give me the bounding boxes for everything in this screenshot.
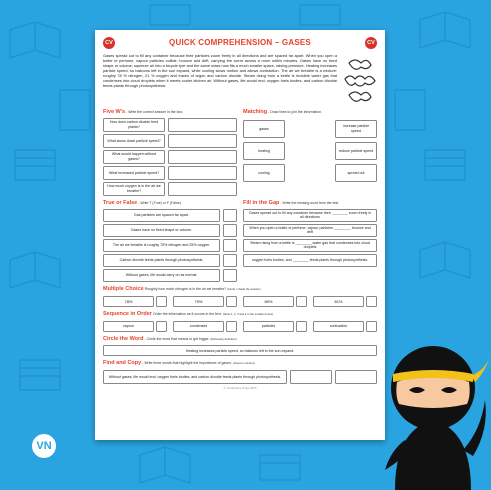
mc-option-label: 79% [173, 296, 224, 307]
find-copy-answer-box-2[interactable] [335, 370, 377, 384]
sequence-number-box[interactable] [156, 321, 167, 332]
match-left-item[interactable]: heating [243, 142, 285, 160]
sequence-section [103, 311, 377, 332]
find-copy-section [103, 360, 377, 384]
worksheet-title [169, 38, 311, 48]
tf-answer-box[interactable] [223, 269, 237, 282]
match-left-item[interactable]: gases [243, 120, 285, 138]
cv-logo-left: CV [103, 37, 115, 49]
sequence-word: condenses [173, 321, 224, 332]
true-false-instruction: - Write T (True) or F (False). [137, 200, 182, 205]
mc-note: (Circle / shade the answer) [227, 286, 261, 291]
cv-logo-right: CV [365, 37, 377, 49]
mc-option-box[interactable] [226, 296, 237, 307]
true-false-section [103, 200, 237, 282]
matching-section [243, 109, 377, 196]
tf-statement: Gas particles are spaced far apart. [103, 209, 220, 222]
fill-gap-title: Fill in the Gap [243, 199, 280, 206]
question-box: What slows down particle speed? [103, 134, 165, 148]
circle-word-title: Circle the Word [103, 335, 144, 342]
mc-question: Roughly how much nitrogen is in the air we breathe? [143, 286, 228, 291]
mc-options-row [103, 296, 377, 307]
sequence-item [243, 321, 307, 332]
circle-word-note: (Dictionary definition) [210, 336, 237, 341]
mc-option-box[interactable] [296, 296, 307, 307]
matching-row [243, 142, 377, 160]
tf-answer-box[interactable] [223, 239, 237, 252]
mc-option [173, 296, 237, 307]
question-row [103, 118, 237, 132]
sequence-word: vapour [103, 321, 154, 332]
mc-title: Multiple Choice [103, 285, 144, 292]
tf-statement: Without gases, life would carry on as normal. [103, 269, 220, 282]
circle-word-row [103, 345, 377, 356]
worksheet-header [103, 35, 377, 51]
question-box: How much oxygen is in the air we breathe? [103, 182, 165, 196]
five-ws-section [103, 109, 237, 196]
multiple-choice-section [103, 286, 377, 307]
sequence-note: (Write 1, 2, 3 and 4 in the smaller boxes) [222, 311, 274, 316]
sequence-item [313, 321, 377, 332]
sequence-word: particles [243, 321, 294, 332]
tf-row [103, 209, 237, 222]
find-copy-answer-box-1[interactable] [290, 370, 332, 384]
matching-row [243, 120, 377, 138]
ninja-mascot-icon [375, 330, 491, 490]
sequence-title: Sequence in Order [103, 310, 152, 317]
sequence-number-box[interactable] [226, 321, 237, 332]
mc-option [243, 296, 307, 307]
question-box: How does carbon dioxide feed plants? [103, 118, 165, 132]
tf-answer-box[interactable] [223, 254, 237, 267]
tf-statement: Gases have no fixed shape or volume. [103, 224, 220, 237]
match-right-item[interactable]: increase particle speed [335, 120, 377, 138]
mc-option-box[interactable] [366, 296, 377, 307]
sequence-item [103, 321, 167, 332]
question-box: What would happen without gases? [103, 150, 165, 164]
sequence-item [173, 321, 237, 332]
true-false-title: True or False [103, 199, 138, 206]
mc-option-label: 80% [243, 296, 294, 307]
title-main: QUICK COMPREHENSION [169, 38, 273, 47]
fill-gap-section [243, 200, 377, 282]
fill-gap-instruction: - Write the missing word from the text. [279, 200, 340, 205]
answer-box[interactable] [168, 166, 237, 180]
tf-fillgap-row [103, 200, 377, 282]
match-right-item[interactable]: reduce particle speed [335, 142, 377, 160]
intro-section [103, 53, 377, 105]
mc-option-box[interactable] [156, 296, 167, 307]
five-ws-matching-row [103, 109, 377, 196]
find-copy-sentence: Without gases, life would end; oxygen fuels bodies, and carbon dioxide feeds plants through photosynthesis. [103, 370, 287, 384]
sequence-word: contraction [313, 321, 364, 332]
title-separator: – [272, 38, 282, 47]
sequence-row [103, 321, 377, 332]
gap-sentence[interactable]: Gases spread out to fill any container because their ________ zoom freely in all directions [243, 209, 377, 222]
gap-sentence[interactable]: oxygen fuels bodies, and ________ feeds plants through photosynthesis. [243, 254, 377, 267]
matching-instruction: - Draw lines to join the information. [267, 110, 322, 114]
answer-box[interactable] [168, 134, 237, 148]
question-row [103, 150, 237, 164]
mc-option-label: 81% [313, 296, 364, 307]
question-row [103, 166, 237, 180]
sequence-instruction: Order the information as it occurs in the text. [151, 311, 223, 316]
find-copy-instruction: - Write three words that highlight the importance of gases. [141, 361, 233, 366]
tf-statement: The air we breathe is roughly 75% nitrogen and 25% oxygen. [103, 239, 220, 252]
tf-row [103, 239, 237, 252]
gas-cloud-icon [341, 53, 377, 105]
question-box: What increased particle speed? [103, 166, 165, 180]
find-copy-title: Find and Copy [103, 360, 142, 367]
tf-answer-box[interactable] [223, 209, 237, 222]
matching-title: Matching [243, 109, 268, 115]
tf-row [103, 224, 237, 237]
match-right-item[interactable]: spread out [335, 164, 377, 182]
five-ws-instruction: - Write the correct answer in the box. [125, 110, 184, 114]
vocabulary-ninja-logo [32, 434, 56, 458]
worksheet-footer: © Vocabulary Ninja 2025 [223, 386, 257, 391]
answer-box[interactable] [168, 182, 237, 196]
matching-row [243, 164, 377, 182]
tf-answer-box[interactable] [223, 224, 237, 237]
circle-word-sentence[interactable]: Heating increases particle speed, so balloons left in the sun expand. [103, 345, 377, 356]
tf-statement: Carbon dioxide feeds plants through photosynthesis. [103, 254, 220, 267]
worksheet [95, 30, 385, 440]
gap-sentence[interactable]: Steam rising from a kettle is ________ water gas that condenses into cloud droplets [243, 239, 377, 252]
find-copy-note: (Clues in context) [232, 361, 255, 366]
mc-option [103, 296, 167, 307]
gap-sentence[interactable]: When you open a bottle of perfume, vapour particles ________, bounce and drift [243, 224, 377, 237]
question-row [103, 182, 237, 196]
circle-word-instruction: - Circle the word that means to get bigger. [143, 336, 211, 341]
tf-row [103, 269, 237, 282]
find-copy-row [103, 370, 377, 384]
mc-option-label: 78% [103, 296, 154, 307]
mc-option [313, 296, 377, 307]
answer-box[interactable] [168, 150, 237, 164]
vn-logo-text: VN [36, 440, 52, 452]
intro-text: Gases spread out to fill any container because their particles zoom freely in all directions and are spaced far apart. When you open a bottle of perfume, vapour particles collide, bounce and drift, carrying the scent across a room within minutes. Gases have no fixed shape or volume; squeeze air into a bicycle tyre and the same mass now fits a much smaller space, raising pressure. Heating increases particle speed, so balloons left in the sun expand, while cooling slows motion and allows contraction. The air we breathe is a mixture: roughly 78 % nitrogen, 21 % oxygen and traces of argon and carbon dioxide. Steam rising from a kettle is invisible water gas that condenses into cloud droplets when it meets cooler kitchen air. Without gases, life would end; oxygen fuels bodies, and carbon dioxide feeds plants through photosynthesis. [103, 53, 337, 89]
circle-word-section [103, 336, 377, 357]
title-topic: GASES [281, 38, 311, 47]
five-ws-title: Five W's [103, 109, 126, 115]
answer-box[interactable] [168, 118, 237, 132]
match-left-item[interactable]: cooling [243, 164, 285, 182]
tf-row [103, 254, 237, 267]
question-row [103, 134, 237, 148]
sequence-number-box[interactable] [296, 321, 307, 332]
